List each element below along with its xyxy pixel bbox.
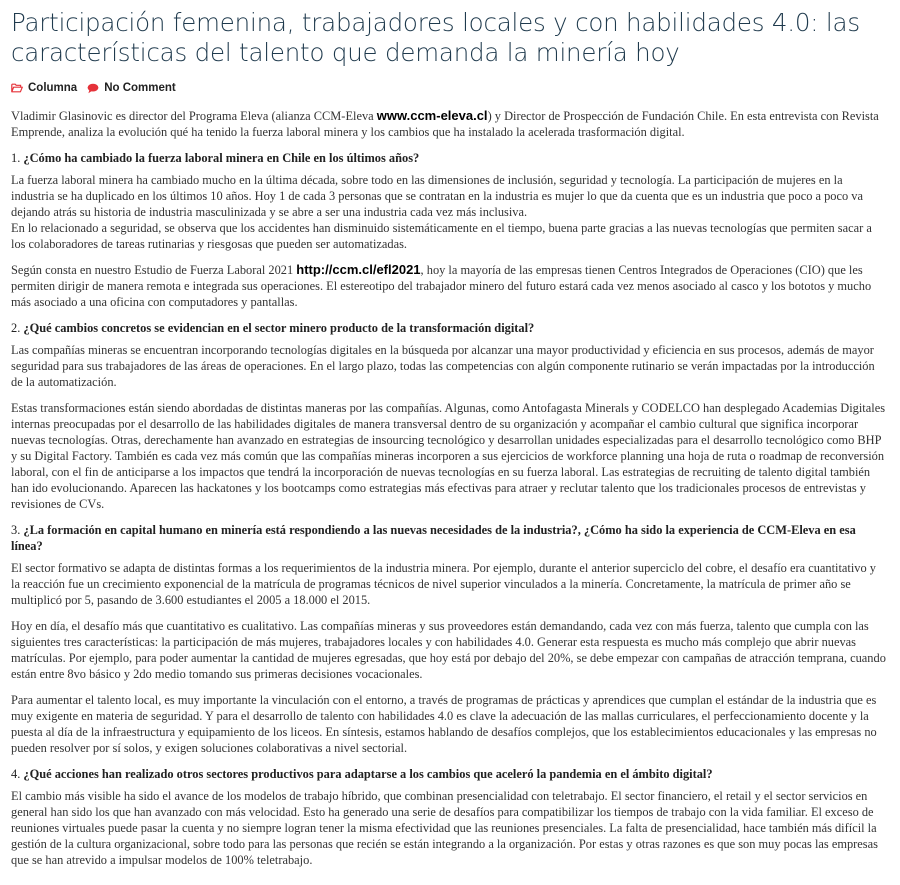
intro-text-before: Vladimir Glasinovic es director del Programa Eleva (alianza CCM-Eleva	[11, 109, 377, 123]
question-3	[11, 522, 888, 554]
answer-1-paragraph-1: La fuerza laboral minera ha cambiado mucho en la última década, sobre todo en las dimensiones de inclusión, seguridad y tecnología. La participación de mujeres en la industria se ha duplicado en los últimos 10 años. Hoy 1 de cada 3 personas que se contratan en la industria es mujer lo que da cuenta que es un industria que poco a poco va dejando atrás su historia de industria masculinizada y se abre a ser una industria cada vez más inclusiva.	[11, 173, 863, 219]
answer-3-paragraph-2: Hoy en día, el desafío más que cuantitativo es cualitativo. Las compañías mineras y sus proveedores están demandando, cada vez con más fuerza, talento que cumpla con las siguientes tres características: la participación de más mujeres, trabajadores locales y con habilidades 4.0. Generar esta respuesta es mucho más complejo que abrir nuevas matrículas. Por ejemplo, para poder aumentar la cantidad de mujeres egresadas, que hoy está por debajo del 20%, se debe empezar con campañas de atracción temprana, cuando están entre 8vo básico y 2do medio tomando sus primeras decisiones vocacionales.	[11, 619, 886, 681]
question-1-text: ¿Cómo ha cambiado la fuerza laboral minera en Chile en los últimos años?	[23, 151, 420, 165]
post-meta	[11, 80, 888, 96]
intro-paragraph	[11, 108, 888, 140]
question-2-text: ¿Qué cambios concretos se evidencian en el sector minero producto de la transformación digital?	[23, 321, 535, 335]
category-link[interactable]: Columna	[28, 82, 78, 94]
question-1	[11, 150, 888, 166]
answer-1-paragraph-3	[11, 262, 888, 310]
answer-4-paragraph-1: El cambio más visible ha sido el avance de los modelos de trabajo híbrido, que combinan presencialidad con teletrabajo. El sector financiero, el retail y el sector servicios en general han sido los que han avanzado con más velocidad. Esto ha generado una serie de desafíos para compatibilizar los tiempos de trabajo con la vida familiar. El exceso de reuniones virtuales puede pasar la cuenta y no siempre logran tener la misma efectividad que las reuniones presenciales. La falta de presencialidad, hace también más difícil la gestión de la cultura organizacional, sobre todo para las personas que recién se están integrando a la organización. Por estas y otras razones es que son muy pocas las empresas que se han atrevido a impulsar modelos de 100% teletrabajo.	[11, 789, 878, 867]
answer-2-paragraph-2: Estas transformaciones están siendo abordadas de distintas maneras por las compañías. Algunas, como Antofagasta Minerals y CODELCO han desplegado Academias Digitales internas preocupadas por el desarrollo de las habilidades digitales de manera transversal dentro de su organización y acompañar el cambio cultural que significa incorporar nuevas tecnologías. Otras, derechamente han avanzado en estrategias de insourcing tecnológico y desarrollan unidades especializadas para el desarrollo tecnológico como BHP y su Digital Factory. También es cada vez más común que las compañías mineras incorporen a sus ejercicios de workforce planning una hoja de ruta o roadmap de reconversión laboral, con el fin de anticiparse a los impactos que tendrá la incorporación de nuevas tecnologías en su fuerza laboral. Las estrategias de recruiting de talento digital también han ido evolucionando. Aparecen las hackatones y los bootcamps como estrategias más efectivas para atraer y reclutar talento que los tradicionales procesos de entrevistas y revisiones de CVs.	[11, 401, 886, 511]
question-2	[11, 320, 888, 336]
question-4-number: 4.	[11, 767, 21, 781]
question-4-text: ¿Qué acciones han realizado otros sectores productivos para adaptarse a los cambios que aceleró la pandemia en el ámbito digital?	[23, 767, 713, 781]
article-body	[11, 108, 888, 868]
question-1-number: 1.	[11, 151, 21, 165]
ccm-eleva-link[interactable]: www.ccm-eleva.cl	[376, 108, 488, 123]
question-2-number: 2.	[11, 321, 21, 335]
question-3-number: 3.	[11, 523, 21, 537]
question-4	[11, 766, 888, 782]
category-meta[interactable]	[11, 82, 77, 94]
answer-3-paragraph-1: El sector formativo se adapta de distintas formas a los requerimientos de la industria minera. Por ejemplo, durante el anterior superciclo del cobre, el desafío era cuantitativo y la reacción fue un crecimiento exponencial de la matrícula de programas técnicos de nivel superior vinculados a la minería. Concretamente, la matrícula de primer año se multiplicó por 5, pasando de 3.600 estudiantes el 2005 a 18.000 el 2015.	[11, 561, 876, 607]
comments-link[interactable]: No Comment	[104, 82, 176, 94]
answer-1-p3-after: , hoy la mayoría de las empresas tienen Centros Integrados de Operaciones (CIO) que les permiten dirigir de manera remota e integrada sus operaciones. El estereotipo del trabajador minero del futuro estará cada vez menos asociado al casco y los bototos y mucho más asociado a una oficina con computadores y pantallas.	[11, 263, 872, 309]
answer-1-paragraph-2: En lo relacionado a seguridad, se observa que los accidentes han disminuido sistemáticamente en el tiempo, buena parte gracias a las nuevas tecnologías que permiten sacar a los colaboradores de tareas rutinarias y riesgosas que pueden ser automatizadas.	[11, 221, 872, 251]
folder-open-icon	[11, 83, 23, 93]
efl2021-link[interactable]: http://ccm.cl/efl2021	[296, 262, 421, 277]
comments-meta[interactable]	[87, 82, 176, 94]
page-title: Participación femenina, trabajadores locales y con habilidades 4.0: las características del talento que demanda la minería hoy	[11, 8, 860, 67]
question-3-text: ¿La formación en capital humano en minería está respondiendo a las nuevas necesidades de la industria?, ¿Cómo ha sido la experiencia de CCM-Eleva en esa línea?	[11, 523, 856, 553]
answer-3-paragraph-3: Para aumentar el talento local, es muy importante la vinculación con el entorno, a través de programas de prácticas y aprendices que cumplan el estándar de la industria que es muy exigente en materia de seguridad. Y para el desarrollo de talento con habilidades 4.0 es clave la adecuación de las mallas curriculares, el perfeccionamiento docente y la puesta al día de la infraestructura y equipamiento de los liceos. En síntesis, estamos hablando de desafíos complejos, que los establecimientos educacionales y las empresas no pueden resolver por sí solos, y exigen soluciones colaborativas a nivel sectorial.	[11, 693, 877, 755]
comment-icon	[87, 83, 99, 94]
answer-2-paragraph-1: Las compañías mineras se encuentran incorporando tecnologías digitales en la búsqueda por alcanzar una mayor productividad y eficiencia en sus procesos, además de mayor seguridad para sus trabajadores de las áreas de operaciones. En el largo plazo, todas las competencias con algún componente rutinario se verán impactadas por la introducción de la automatización.	[11, 343, 875, 389]
intro-text-after: ) y Director de Prospección de Fundación Chile. En esta entrevista con Revista Emprende, analiza la evolución qué ha tenido la fuerza laboral minera y los cambios que ha instalado la acelerada trasformación digital.	[11, 109, 879, 139]
answer-1-p3-before: Según consta en nuestro Estudio de Fuerza Laboral 2021	[11, 263, 297, 277]
